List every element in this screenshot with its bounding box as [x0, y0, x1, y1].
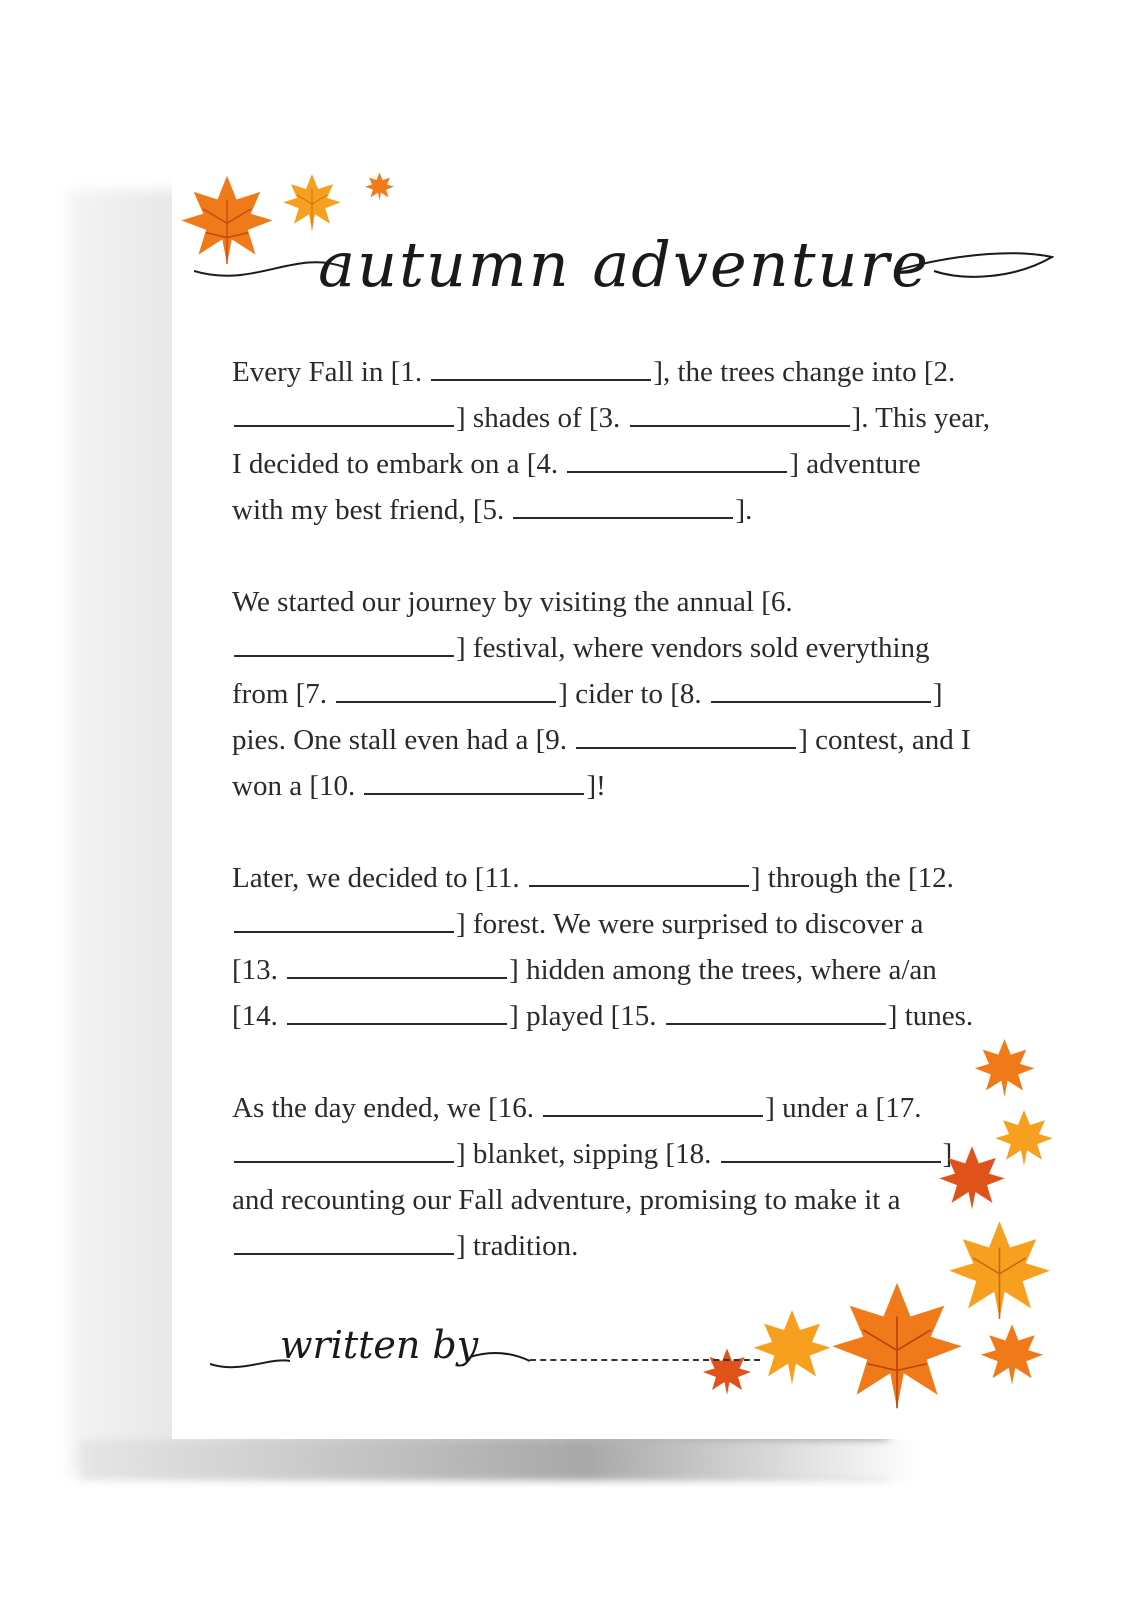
story-text-segment: ] forest. We were surprised to discover a [456, 908, 924, 940]
fill-in-blank[interactable] [543, 1089, 763, 1117]
story-line [232, 947, 1022, 993]
story-line [232, 441, 1022, 487]
fill-in-blank[interactable] [234, 629, 454, 657]
fill-in-blank[interactable] [336, 675, 556, 703]
story-text-segment: ], the trees change into [2. [653, 356, 956, 388]
story-text-segment: ] through the [12. [750, 862, 954, 894]
story-text-segment: with my best friend, [5. [232, 494, 512, 526]
story-paragraph [232, 1085, 1022, 1269]
fill-in-blank[interactable] [234, 1135, 454, 1163]
story-text-segment: ] cider to [8. [558, 678, 709, 710]
story-text-segment: [14. [232, 1000, 286, 1032]
fill-in-blank[interactable] [567, 445, 787, 473]
story-text-segment: As the day ended, we [16. [232, 1092, 542, 1124]
story-text-segment: ] shades of [3. [456, 402, 628, 434]
fill-in-blank[interactable] [287, 951, 507, 979]
story-text-segment: ]. [735, 494, 753, 526]
story-text [232, 349, 1022, 1315]
story-text-segment: ] [942, 1138, 953, 1170]
story-text-segment: ] [932, 678, 943, 710]
maple-leaf-icon [937, 1143, 1007, 1211]
maple-leaf-icon [357, 171, 402, 201]
page-title [194, 209, 1054, 319]
fill-in-blank[interactable] [431, 353, 651, 381]
story-text-segment: ] festival, where vendors sold everything [456, 632, 930, 664]
sheet-shadow-bottom [80, 1440, 920, 1480]
story-line [232, 625, 1022, 671]
story-text-segment: ] tunes. [887, 1000, 974, 1032]
story-text-segment: ] blanket, sipping [18. [456, 1138, 719, 1170]
fill-in-blank[interactable] [630, 399, 850, 427]
story-text-segment: ] tradition. [456, 1230, 579, 1262]
fill-in-blank[interactable] [364, 767, 584, 795]
story-paragraph [232, 349, 1022, 533]
story-line [232, 395, 1022, 441]
story-text-segment: ] under a [17. [765, 1092, 922, 1124]
story-line [232, 671, 1022, 717]
fill-in-blank[interactable] [234, 399, 454, 427]
fill-in-blank[interactable] [576, 721, 796, 749]
written-by-section [210, 1319, 770, 1389]
story-text-segment: ] played [15. [509, 1000, 664, 1032]
title-text: autumn adventure [318, 227, 930, 301]
fill-in-blank[interactable] [287, 997, 507, 1025]
story-line [232, 855, 1022, 901]
worksheet-page [172, 171, 1080, 1439]
maple-leaf-icon [972, 1036, 1037, 1098]
story-line [232, 1223, 1022, 1269]
story-line [232, 901, 1022, 947]
story-text-segment: ] adventure [789, 448, 921, 480]
story-text-segment: won a [10. [232, 770, 363, 802]
fill-in-blank[interactable] [513, 491, 733, 519]
story-text-segment: I decided to embark on a [4. [232, 448, 566, 480]
story-line [232, 349, 1022, 395]
story-paragraph [232, 579, 1022, 809]
story-text-segment: [13. [232, 954, 286, 986]
story-text-segment: pies. One stall even had a [9. [232, 724, 575, 756]
story-text-segment: Every Fall in [1. [232, 356, 430, 388]
fill-in-blank[interactable] [234, 905, 454, 933]
story-text-segment: ] hidden among the trees, where a/an [509, 954, 937, 986]
story-line [232, 717, 1022, 763]
maple-leaf-icon [977, 1321, 1047, 1386]
story-line [232, 763, 1022, 809]
story-text-segment: We started our journey by visiting the annual [6. [232, 586, 793, 618]
fill-in-blank[interactable] [529, 859, 749, 887]
fill-in-blank[interactable] [711, 675, 931, 703]
author-blank[interactable] [530, 1359, 760, 1361]
story-line [232, 1085, 1022, 1131]
story-text-segment: from [7. [232, 678, 335, 710]
story-text-segment: and recounting our Fall adventure, promising to make it a [232, 1184, 901, 1216]
story-text-segment: Later, we decided to [11. [232, 862, 527, 894]
story-text-segment: ]. This year, [851, 402, 990, 434]
maple-leaf-icon [827, 1276, 967, 1411]
story-line [232, 1177, 1022, 1223]
story-text-segment: ]! [586, 770, 606, 802]
story-line [232, 487, 1022, 533]
fill-in-blank[interactable] [666, 997, 886, 1025]
written-by-label: written by [280, 1323, 479, 1367]
fill-in-blank[interactable] [234, 1227, 454, 1255]
story-line [232, 1131, 1022, 1177]
story-line [232, 579, 1022, 625]
story-text-segment: ] contest, and I [798, 724, 971, 756]
fill-in-blank[interactable] [721, 1135, 941, 1163]
story-paragraph [232, 855, 1022, 1039]
story-line [232, 993, 1022, 1039]
